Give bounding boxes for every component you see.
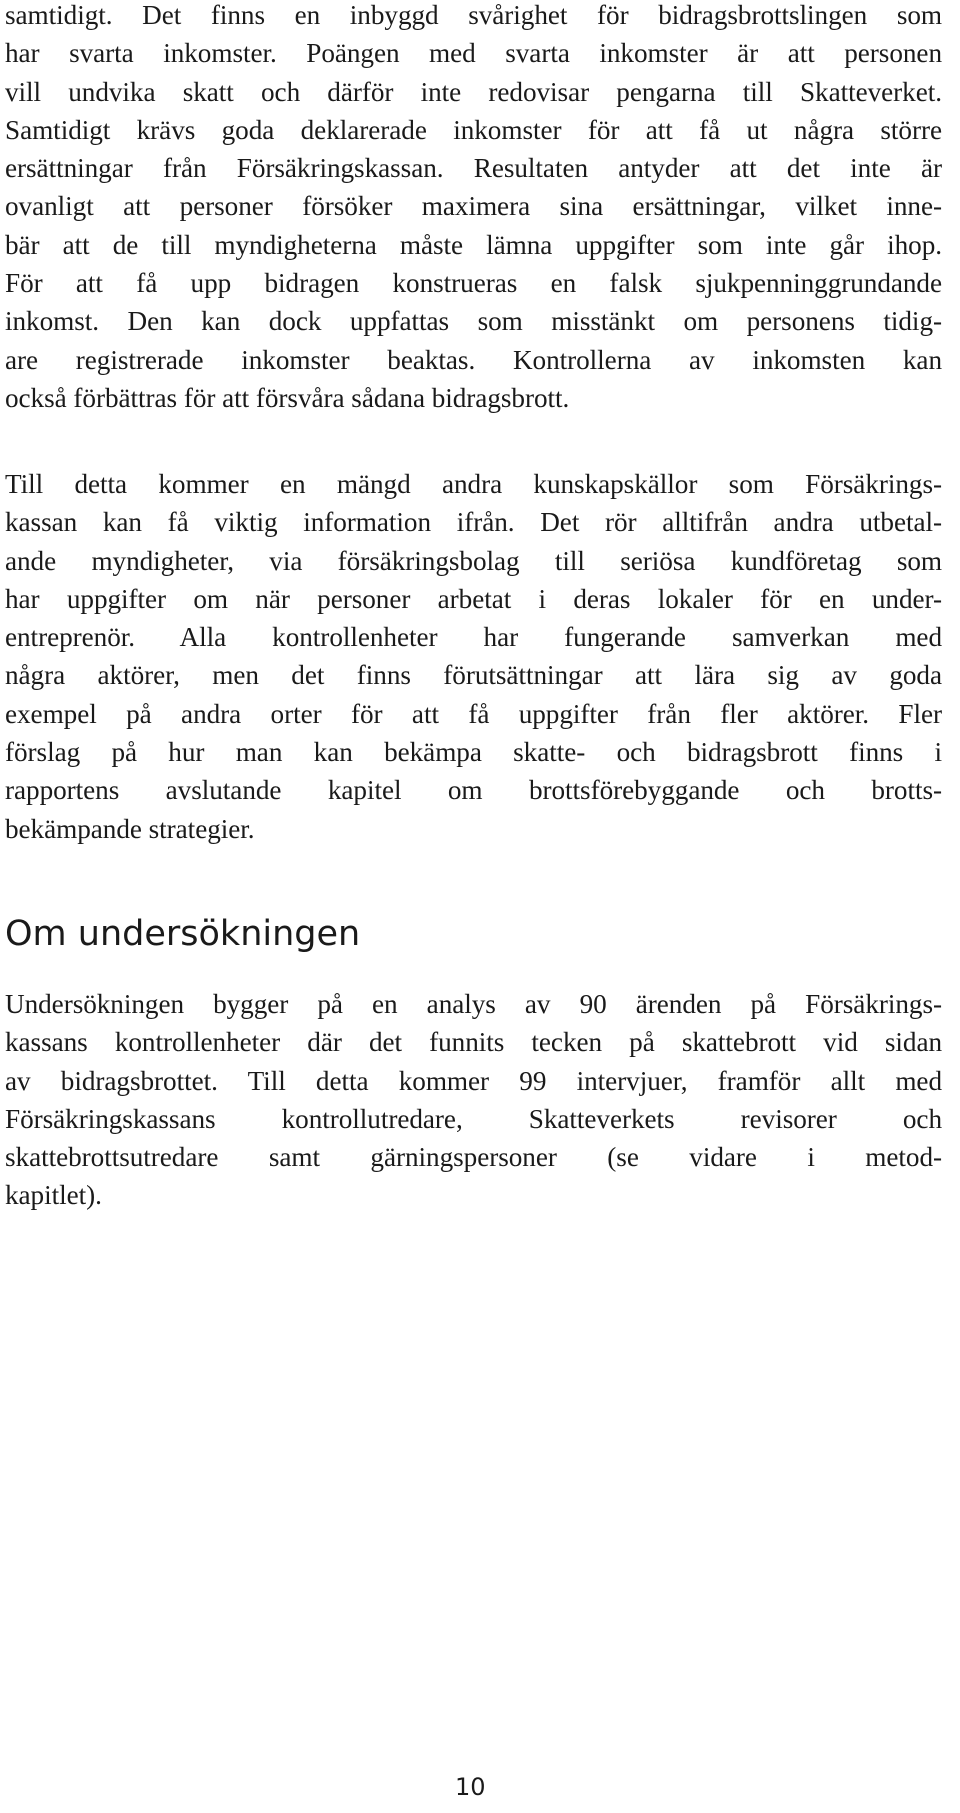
text-line: kassan kan få viktig information ifrån. Det rör alltifrån andra utbetal- (5, 507, 942, 538)
text-line: entreprenör. Alla kontrollenheter har fungerande samverkan med (5, 622, 942, 653)
text-line: förslag på hur man kan bekämpa skatte- och bidragsbrott finns i (5, 737, 942, 768)
text-line: några aktörer, men det finns förutsättningar att lära sig av goda (5, 660, 942, 691)
text-line: kassans kontrollenheter där det funnits tecken på skattebrott vid sidan (5, 1027, 942, 1058)
text-line: Undersökningen bygger på en analys av 90 ärenden på Försäkrings- (5, 989, 942, 1019)
section-heading: Om undersökningen (5, 914, 361, 954)
text-line: skattebrottsutredare samt gärningspersoner (se vidare i metod- (5, 1142, 942, 1173)
text-line: För att få upp bidragen konstrueras en falsk sjukpenninggrundande (5, 268, 942, 299)
text-line: Försäkringskassans kontrollutredare, Skatteverkets revisorer och (5, 1103, 942, 1134)
text-line: också förbättras för att försvåra sådana bidragsbrott. (5, 382, 570, 413)
text-line: har svarta inkomster. Poängen med svarta inkomster är att personen (5, 38, 942, 69)
body-paragraph-1 (5, 0, 942, 417)
text-line: ande myndigheter, via försäkringsbolag till seriösa kundföretag som (5, 545, 942, 576)
text-line: vill undvika skatt och därför inte redovisar pengarna till Skatteverket. (5, 76, 942, 107)
text-line: rapportens avslutande kapitel om brottsförebyggande och brotts- (5, 775, 942, 806)
text-line: are registrerade inkomster beaktas. Kontrollerna av inkomsten kan (5, 344, 942, 375)
text-line: av bidragsbrottet. Till detta kommer 99 intervjuer, framför allt med (5, 1065, 942, 1096)
text-line: samtidigt. Det finns en inbyggd svårighet för bidragsbrottslingen som (5, 0, 942, 30)
text-line: bekämpande strategier. (5, 813, 255, 844)
text-line: inkomst. Den kan dock uppfattas som misstänkt om personens tidig- (5, 306, 942, 337)
text-line: ersättningar från Försäkringskassan. Resultaten antyder att det inte är (5, 153, 942, 184)
text-line: bär att de till myndigheterna måste lämna uppgifter som inte går ihop. (5, 229, 942, 260)
text-line: exempel på andra orter för att få uppgifter från fler aktörer. Fler (5, 698, 942, 729)
text-line: kapitlet). (5, 1180, 102, 1211)
page-number: 10 (455, 1773, 486, 1801)
text-line: ovanligt att personer försöker maximera sina ersättningar, vilket inne- (5, 191, 942, 222)
text-line: Till detta kommer en mängd andra kunskapskällor som Försäkrings- (5, 469, 942, 499)
text-line: har uppgifter om när personer arbetat i deras lokaler för en under- (5, 583, 942, 614)
body-paragraph-2 (5, 465, 942, 848)
text-line: Samtidigt krävs goda deklarerade inkomster för att få ut några större (5, 114, 942, 145)
body-paragraph-3 (5, 985, 942, 1215)
